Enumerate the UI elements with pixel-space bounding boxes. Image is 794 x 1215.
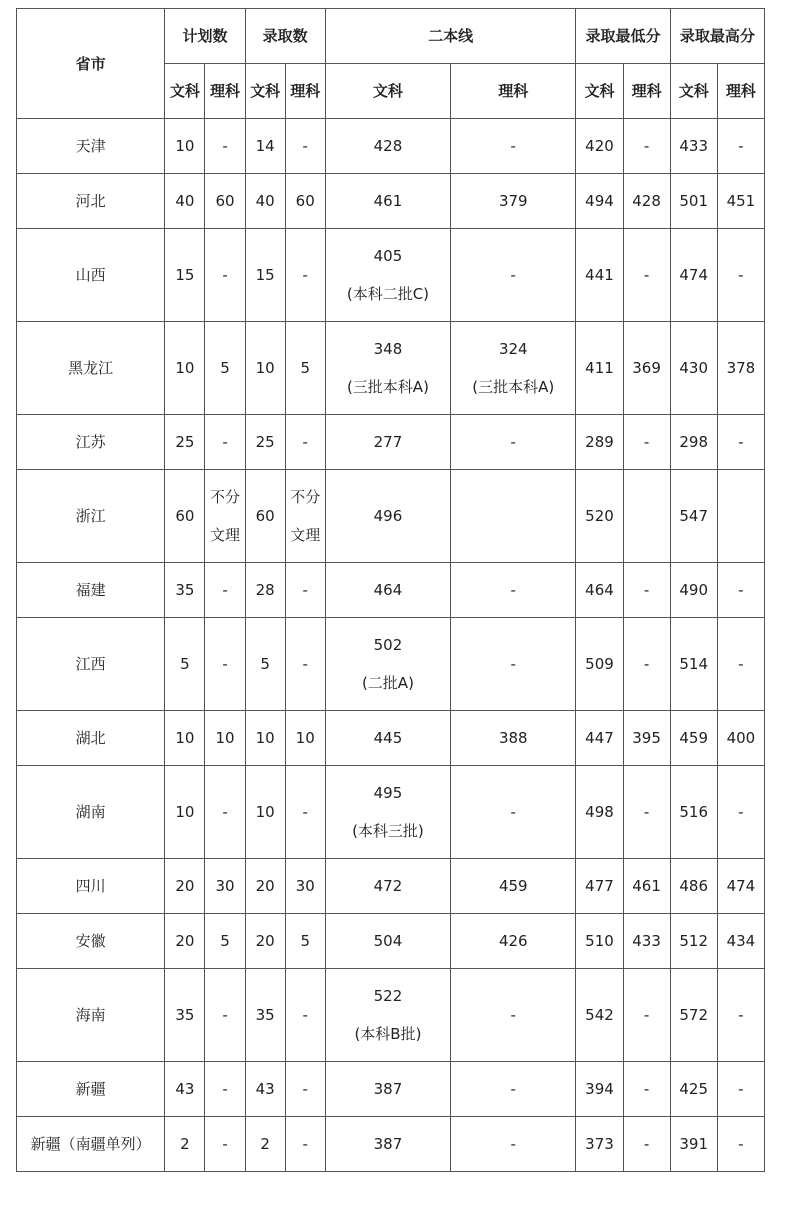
- province-cell: 安徽: [17, 914, 165, 969]
- min-wen-cell: 394: [576, 1062, 623, 1117]
- max-wen-cell: 459: [670, 711, 717, 766]
- province-cell: 山西: [17, 229, 165, 322]
- province-cell: 江西: [17, 618, 165, 711]
- line2-wen-cell: [325, 563, 450, 618]
- max-li-cell: -: [717, 563, 764, 618]
- admit-wen-cell: 25: [245, 415, 285, 470]
- header-line2: 二本线: [325, 9, 576, 64]
- max-wen-cell: 514: [670, 618, 717, 711]
- header-admit: 录取数: [245, 9, 325, 64]
- min-wen-cell: 494: [576, 174, 623, 229]
- min-li-cell: 395: [623, 711, 670, 766]
- min-li-cell: 461: [623, 859, 670, 914]
- admit-wen-cell: 14: [245, 119, 285, 174]
- min-li-cell: -: [623, 229, 670, 322]
- header-min: 录取最低分: [576, 9, 670, 64]
- min-li-cell: -: [623, 969, 670, 1062]
- min-wen-cell: 509: [576, 618, 623, 711]
- max-wen-cell: 572: [670, 969, 717, 1062]
- subheader-wen: 文科: [576, 64, 623, 119]
- admit-li-cell: -: [285, 415, 325, 470]
- province-cell: 海南: [17, 969, 165, 1062]
- plan-li-cell: 10: [205, 711, 245, 766]
- line2-wen-cell-line: 461: [373, 192, 403, 210]
- line2-li-cell: [451, 470, 576, 563]
- line2-li-cell: [451, 415, 576, 470]
- subheader-li: 理科: [623, 64, 670, 119]
- line2-wen-cell: [325, 229, 450, 322]
- min-li-cell: -: [623, 119, 670, 174]
- line2-wen-cell-line: (本科B批): [354, 1025, 422, 1043]
- admit-li-cell: -: [285, 618, 325, 711]
- line2-wen-cell: [325, 859, 450, 914]
- line2-wen-cell-line: 522: [373, 987, 403, 1005]
- admit-li-cell: -: [285, 119, 325, 174]
- plan-li-cell: -: [205, 563, 245, 618]
- admit-li-cell: -: [285, 563, 325, 618]
- line2-li-cell-line: 459: [498, 877, 528, 895]
- line2-wen-cell-line: 495: [373, 784, 403, 802]
- max-li-cell: 474: [717, 859, 764, 914]
- max-li-cell: 378: [717, 322, 764, 415]
- admit-li-cell: -: [285, 1062, 325, 1117]
- line2-li-cell-line: -: [510, 655, 516, 673]
- line2-wen-cell: [325, 470, 450, 563]
- line2-li-cell-line: -: [510, 1006, 516, 1024]
- admit-wen-cell: 10: [245, 766, 285, 859]
- table-row: [17, 174, 765, 229]
- max-li-cell: [717, 470, 764, 563]
- header-province: 省市: [17, 9, 165, 119]
- line2-li-cell: [451, 563, 576, 618]
- max-li-cell: -: [717, 766, 764, 859]
- table-row: [17, 119, 765, 174]
- max-wen-cell: 474: [670, 229, 717, 322]
- table-row: [17, 914, 765, 969]
- line2-wen-cell: [325, 415, 450, 470]
- province-cell: 四川: [17, 859, 165, 914]
- line2-wen-cell: [325, 1117, 450, 1172]
- admit-wen-cell: 10: [245, 322, 285, 415]
- admit-li-cell-line: 文理: [290, 526, 321, 544]
- max-li-cell: -: [717, 618, 764, 711]
- plan-wen-cell: 10: [165, 766, 205, 859]
- line2-wen-cell-line: 277: [373, 433, 403, 451]
- plan-wen-cell: 10: [165, 119, 205, 174]
- max-li-cell: -: [717, 1062, 764, 1117]
- plan-li-cell: -: [205, 969, 245, 1062]
- admit-wen-cell: 5: [245, 618, 285, 711]
- table-row: [17, 470, 765, 563]
- max-li-cell: -: [717, 119, 764, 174]
- table-row: [17, 415, 765, 470]
- table-row: [17, 969, 765, 1062]
- line2-li-cell-line: -: [510, 137, 516, 155]
- admit-wen-cell: 2: [245, 1117, 285, 1172]
- admit-li-cell: -: [285, 229, 325, 322]
- max-li-cell: 434: [717, 914, 764, 969]
- subheader-li: 理科: [205, 64, 245, 119]
- plan-wen-cell: 10: [165, 322, 205, 415]
- admit-wen-cell: 35: [245, 969, 285, 1062]
- subheader-li: 理科: [717, 64, 764, 119]
- max-wen-cell: 430: [670, 322, 717, 415]
- subheader-li: 理科: [285, 64, 325, 119]
- min-wen-cell: 477: [576, 859, 623, 914]
- line2-wen-cell: [325, 174, 450, 229]
- plan-wen-cell: 35: [165, 563, 205, 618]
- admit-wen-cell: 10: [245, 711, 285, 766]
- line2-li-cell-line: -: [510, 266, 516, 284]
- province-cell: 湖北: [17, 711, 165, 766]
- line2-li-cell-line: (三批本科A): [472, 378, 555, 396]
- line2-li-cell-line: 379: [498, 192, 528, 210]
- table-row: [17, 229, 765, 322]
- line2-wen-cell: [325, 914, 450, 969]
- line2-wen-cell: [325, 322, 450, 415]
- table-row: [17, 618, 765, 711]
- min-li-cell: 433: [623, 914, 670, 969]
- province-cell: 江苏: [17, 415, 165, 470]
- plan-li-cell-line: 文理: [210, 526, 241, 544]
- plan-li-cell: 60: [205, 174, 245, 229]
- line2-wen-cell: [325, 969, 450, 1062]
- min-wen-cell: 542: [576, 969, 623, 1062]
- admit-li-cell: -: [285, 969, 325, 1062]
- line2-li-cell-line: -: [510, 1135, 516, 1153]
- line2-wen-cell-line: 472: [373, 877, 403, 895]
- line2-wen-cell-line: 502: [373, 636, 403, 654]
- plan-wen-cell: 2: [165, 1117, 205, 1172]
- plan-li-cell: 30: [205, 859, 245, 914]
- plan-wen-cell: 43: [165, 1062, 205, 1117]
- line2-li-cell: [451, 766, 576, 859]
- line2-wen-cell-line: 496: [373, 507, 403, 525]
- line2-li-cell: [451, 174, 576, 229]
- plan-wen-cell: 15: [165, 229, 205, 322]
- subheader-wen: 文科: [325, 64, 450, 119]
- min-li-cell: 369: [623, 322, 670, 415]
- plan-li-cell: -: [205, 119, 245, 174]
- line2-wen-cell: [325, 766, 450, 859]
- line2-wen-cell-line: (三批本科A): [346, 378, 429, 396]
- line2-wen-cell-line: 428: [373, 137, 403, 155]
- line2-li-cell-line: 426: [498, 932, 528, 950]
- min-wen-cell: 411: [576, 322, 623, 415]
- province-cell: 福建: [17, 563, 165, 618]
- table-body: [17, 119, 765, 1172]
- table-row: [17, 1062, 765, 1117]
- line2-wen-cell-line: 387: [373, 1135, 403, 1153]
- line2-wen-cell-line: 464: [373, 581, 403, 599]
- line2-li-cell-line: 324: [498, 340, 528, 358]
- min-li-cell: -: [623, 766, 670, 859]
- line2-wen-cell: [325, 1062, 450, 1117]
- plan-li-cell-line: 不分: [210, 488, 241, 506]
- max-wen-cell: 433: [670, 119, 717, 174]
- min-wen-cell: 289: [576, 415, 623, 470]
- admit-li-cell: 5: [285, 914, 325, 969]
- line2-wen-cell-line: 387: [373, 1080, 403, 1098]
- admit-wen-cell: 60: [245, 470, 285, 563]
- line2-wen-cell-line: 405: [373, 247, 403, 265]
- max-wen-cell: 391: [670, 1117, 717, 1172]
- line2-li-cell-line: -: [510, 803, 516, 821]
- province-cell: 天津: [17, 119, 165, 174]
- table-row: [17, 859, 765, 914]
- line2-li-cell-line: -: [510, 433, 516, 451]
- line2-wen-cell-line: (本科三批): [352, 822, 424, 840]
- plan-li-cell: -: [205, 618, 245, 711]
- header-plan: 计划数: [165, 9, 245, 64]
- plan-wen-cell: 20: [165, 914, 205, 969]
- plan-li-cell: -: [205, 1062, 245, 1117]
- line2-li-cell: [451, 119, 576, 174]
- admit-wen-cell: 20: [245, 914, 285, 969]
- admit-wen-cell: 15: [245, 229, 285, 322]
- plan-li-cell: -: [205, 415, 245, 470]
- admit-li-cell: -: [285, 766, 325, 859]
- admit-wen-cell: 20: [245, 859, 285, 914]
- admission-table: [16, 8, 765, 1172]
- max-wen-cell: 501: [670, 174, 717, 229]
- plan-wen-cell: 10: [165, 711, 205, 766]
- line2-li-cell: [451, 1117, 576, 1172]
- line2-li-cell: [451, 859, 576, 914]
- min-wen-cell: 373: [576, 1117, 623, 1172]
- line2-li-cell: [451, 969, 576, 1062]
- line2-wen-cell: [325, 119, 450, 174]
- plan-li-cell: 5: [205, 322, 245, 415]
- max-li-cell: 451: [717, 174, 764, 229]
- min-wen-cell: 441: [576, 229, 623, 322]
- min-wen-cell: 510: [576, 914, 623, 969]
- min-li-cell: -: [623, 1117, 670, 1172]
- province-cell: 湖南: [17, 766, 165, 859]
- line2-wen-cell-line: 445: [373, 729, 403, 747]
- plan-wen-cell: 40: [165, 174, 205, 229]
- line2-wen-cell-line: 504: [373, 932, 403, 950]
- table-row: [17, 563, 765, 618]
- min-li-cell: [623, 470, 670, 563]
- line2-wen-cell-line: 348: [373, 340, 403, 358]
- line2-li-cell: [451, 322, 576, 415]
- max-wen-cell: 547: [670, 470, 717, 563]
- admit-li-cell: -: [285, 1117, 325, 1172]
- admit-li-cell: 30: [285, 859, 325, 914]
- province-cell: 黑龙江: [17, 322, 165, 415]
- min-wen-cell: 447: [576, 711, 623, 766]
- subheader-li: 理科: [451, 64, 576, 119]
- province-cell: 新疆（南疆单列）: [17, 1117, 165, 1172]
- plan-wen-cell: 60: [165, 470, 205, 563]
- province-cell: 新疆: [17, 1062, 165, 1117]
- plan-wen-cell: 20: [165, 859, 205, 914]
- table-row: [17, 1117, 765, 1172]
- plan-wen-cell: 25: [165, 415, 205, 470]
- max-li-cell: 400: [717, 711, 764, 766]
- province-cell: 浙江: [17, 470, 165, 563]
- line2-li-cell: [451, 914, 576, 969]
- admit-li-cell: 5: [285, 322, 325, 415]
- plan-li-cell: [205, 470, 245, 563]
- province-cell: 河北: [17, 174, 165, 229]
- admit-wen-cell: 28: [245, 563, 285, 618]
- line2-wen-cell-line: (本科二批C): [346, 285, 430, 303]
- line2-li-cell-line: 388: [498, 729, 528, 747]
- max-li-cell: -: [717, 969, 764, 1062]
- subheader-wen: 文科: [670, 64, 717, 119]
- line2-li-cell: [451, 229, 576, 322]
- admit-li-cell: 10: [285, 711, 325, 766]
- plan-wen-cell: 35: [165, 969, 205, 1062]
- subheader-wen: 文科: [165, 64, 205, 119]
- plan-li-cell: 5: [205, 914, 245, 969]
- line2-wen-cell: [325, 711, 450, 766]
- max-wen-cell: 298: [670, 415, 717, 470]
- min-li-cell: -: [623, 415, 670, 470]
- min-li-cell: -: [623, 618, 670, 711]
- line2-li-cell: [451, 711, 576, 766]
- min-li-cell: 428: [623, 174, 670, 229]
- min-wen-cell: 464: [576, 563, 623, 618]
- min-wen-cell: 420: [576, 119, 623, 174]
- line2-wen-cell: [325, 618, 450, 711]
- plan-wen-cell: 5: [165, 618, 205, 711]
- line2-li-cell-line: -: [510, 581, 516, 599]
- admit-wen-cell: 43: [245, 1062, 285, 1117]
- max-li-cell: -: [717, 229, 764, 322]
- max-wen-cell: 512: [670, 914, 717, 969]
- min-li-cell: -: [623, 1062, 670, 1117]
- line2-li-cell: [451, 1062, 576, 1117]
- min-wen-cell: 520: [576, 470, 623, 563]
- admit-li-cell: 60: [285, 174, 325, 229]
- subheader-wen: 文科: [245, 64, 285, 119]
- max-wen-cell: 425: [670, 1062, 717, 1117]
- admit-wen-cell: 40: [245, 174, 285, 229]
- table-row: [17, 766, 765, 859]
- table-row: [17, 711, 765, 766]
- line2-wen-cell-line: (二批A): [361, 674, 414, 692]
- max-wen-cell: 486: [670, 859, 717, 914]
- table-row: [17, 322, 765, 415]
- line2-li-cell: [451, 618, 576, 711]
- line2-li-cell-line: -: [510, 1080, 516, 1098]
- min-wen-cell: 498: [576, 766, 623, 859]
- admit-li-cell: [285, 470, 325, 563]
- min-li-cell: -: [623, 563, 670, 618]
- plan-li-cell: -: [205, 766, 245, 859]
- plan-li-cell: -: [205, 1117, 245, 1172]
- admit-li-cell-line: 不分: [290, 488, 321, 506]
- max-li-cell: -: [717, 1117, 764, 1172]
- header-max: 录取最高分: [670, 9, 764, 64]
- max-wen-cell: 490: [670, 563, 717, 618]
- max-wen-cell: 516: [670, 766, 717, 859]
- plan-li-cell: -: [205, 229, 245, 322]
- max-li-cell: -: [717, 415, 764, 470]
